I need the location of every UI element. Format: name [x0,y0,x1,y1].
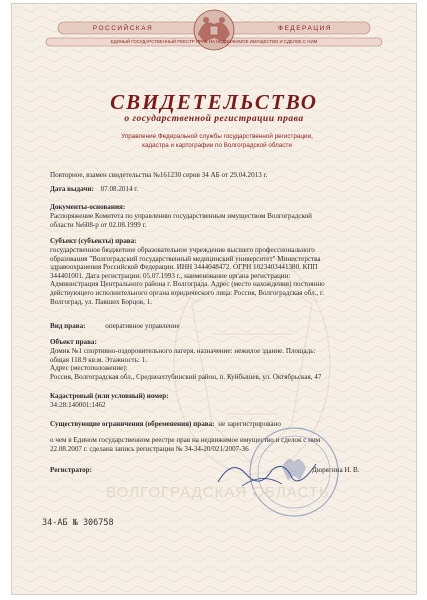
issue-date-label: Дата выдачи: [50,185,94,193]
cadastral-number: 34:28:140001:1462 [50,401,106,409]
subject-line: образования "Волгоградский государственный медицинский университет" Министерства [50,254,321,263]
right-type-label: Вид права: [50,322,86,330]
object-line: Домик №1 спортивно-оздоровительного лагеря, назначение: нежилое здание. Площадь: [50,347,316,355]
form-serial-number: 34-АБ № 306758 [42,518,114,528]
right-type-value: оперативное управление [105,322,180,330]
cadastral-label: Кадастровый (или условный) номер: [50,392,169,400]
agency-name [72,132,362,150]
registry-note-line: о чем в Едином государственном реестре прав на недвижимое имущество и сделок с ним [50,436,321,444]
subject-label: Субъект (субъекты) права: [50,237,137,245]
object-label: Объект права: [50,338,97,346]
subject-line: Волгоград, ул. Павших Борцов, 1. [50,297,153,306]
region-watermark: ВОЛГОГРАДСКАЯ ОБЛАСТЬ [106,484,330,501]
restrictions-label: Существующие ограничения (обременения) права: [50,420,215,428]
subject-text [50,246,390,306]
eagle-emblem-icon [194,10,234,50]
repeat-note: Повторное, взамен свидетельства №161230 серия 34 АБ от 29.04.2013 г. [50,171,268,179]
subject-line: действующего исполнительного органа юридического лица: Россия, Волгоградская обл., г. [50,288,324,297]
issue-date-value: 07.08.2014 г. [100,185,139,193]
official-stamp-icon [244,422,344,522]
document-title: СВИДЕТЕЛЬСТВО [110,90,318,114]
agency-line-2: кадастра и картографии по Волгоградской области [142,142,292,149]
banner-country-left: РОССИЙСКАЯ [92,25,154,32]
basis-label: Документы-основания: [50,203,126,211]
issue-date-row [50,185,390,194]
subject-line: здравоохранения Российской Федерации. ИНН 3444048472. ОГРН 1023403441380. КПП [50,263,318,272]
object-line: общая 118.9 кв.м. Этажность: 1. [50,355,147,364]
banner-registry-line: ЕДИНЫЙ ГОСУДАРСТВЕННЫЙ РЕЕСТР ПРАВ НА НЕДВИЖИМОЕ ИМУЩЕСТВО И СДЕЛОК С НИМ [110,39,318,44]
subject-line: Администрация Центрального района г. Волгограда. Адрес (место нахождения) постоянно [50,280,325,289]
banner-country-right: ФЕДЕРАЦИЯ [278,25,332,32]
registrar-label: Регистратор: [50,466,92,474]
certificate-page [11,3,417,595]
basis-text [50,212,390,229]
registrar-name: Дюрягина Н. В. [312,466,360,474]
registry-note-line: 22.08.2007 г. сделана запись регистрации № 34-34-20/021/2007-36 [50,444,249,453]
basis-line: Распоряжение Комитета по управлению государственным имуществом Волгоградской [50,212,312,220]
restrictions-value: не зарегистрировано [218,420,281,428]
subject-line: 344401001. Дата регистрации: 05.07.1993 г., наименование органа регистрации: [50,271,291,280]
subject-line: государственное бюджетное образовательное учреждение высшего профессионального [50,246,315,254]
object-line: Россия, Волгоградская обл., Среднеахтубинский район, п. Куйбышев, ул. Октябрьская, 47 [50,372,322,381]
document-subtitle: о государственной регистрации права [124,114,304,124]
basis-line: области №608-р от 02.08.1999 г. [50,220,147,229]
right-type-row [50,322,390,331]
object-text [50,347,390,381]
agency-line-1: Управление Федеральной службы государственной регистрации, [121,133,313,140]
object-line: Адрес (местоположение): [50,364,128,373]
